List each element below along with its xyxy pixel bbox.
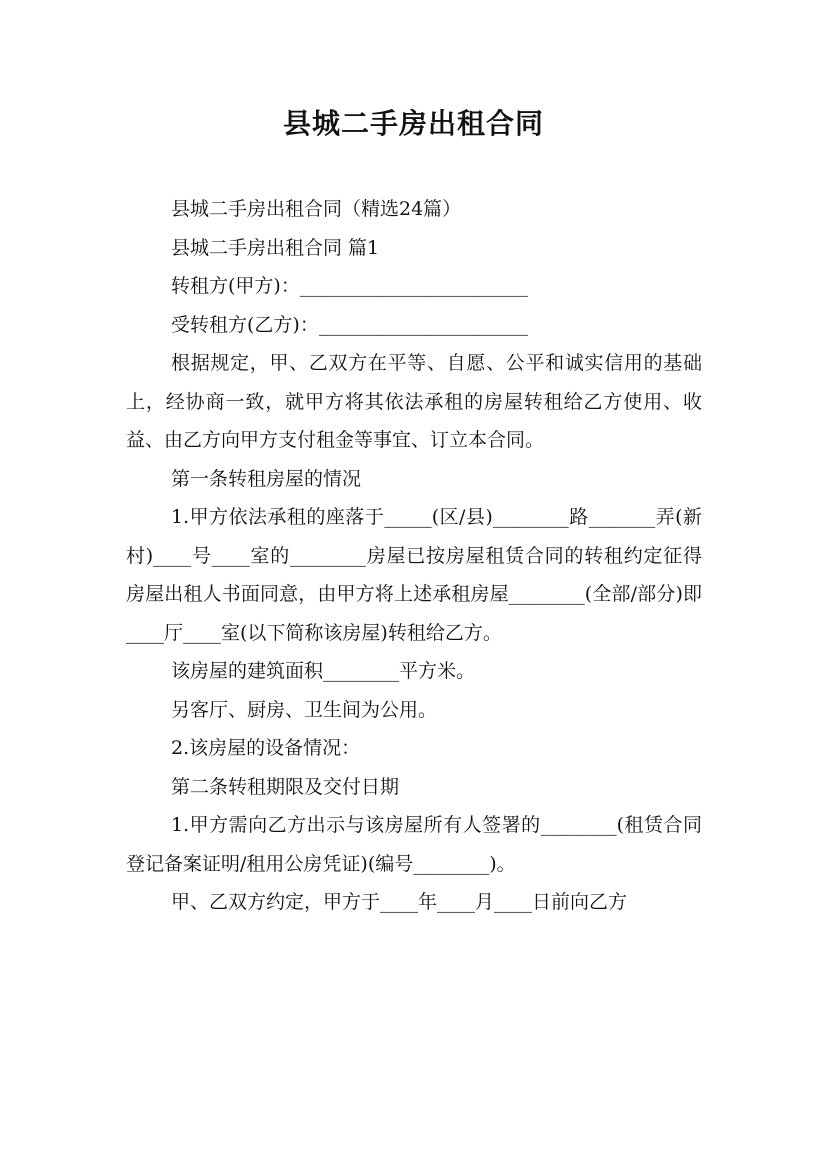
paragraph-article-2-title: 第二条转租期限及交付日期 bbox=[171, 775, 400, 798]
paragraph-equipment: 2.该房屋的设备情况： bbox=[171, 737, 361, 759]
paragraph-area: 该房屋的建筑面积________平方米。 bbox=[171, 660, 476, 682]
paragraph-shared-rooms: 另客厅、厨房、卫生间为公用。 bbox=[171, 698, 438, 721]
paragraph-section-title: 县城二手房出租合同 篇1 bbox=[171, 236, 380, 259]
paragraph-agreement-date: 甲、乙双方约定，甲方于____年____月____日前向乙方 bbox=[171, 891, 628, 913]
paragraph-article-2-item-1: 1.甲方需向乙方出示与该房屋所有人签署的________(租赁合同登记备案证明/租用公房凭证)(编号________)。 bbox=[126, 814, 702, 875]
paragraph-heading: 县城二手房出租合同（精选24篇） bbox=[171, 198, 462, 220]
paragraph-party-b: 受转租方(乙方)：______________________ bbox=[171, 313, 528, 336]
paragraph-party-a: 转租方(甲方)：________________________ bbox=[171, 275, 528, 297]
document-title: 县城二手房出租合同 bbox=[282, 107, 544, 140]
paragraph-article-1-item-1: 1.甲方依法承租的座落于_____(区/县)________路_______弄(新村)____号____室的________房屋已按房屋租赁合同的转租约定征得房屋出租人书面同意，由甲方将上述承租房屋________(全部/部分)即____厅____室(以下简称该房屋)转租给乙方。 bbox=[126, 506, 702, 644]
document-body bbox=[126, 190, 702, 922]
paragraph-article-1-title: 第一条转租房屋的情况 bbox=[171, 467, 362, 490]
paragraph-preamble: 根据规定，甲、乙双方在平等、自愿、公平和诚实信用的基础上，经协商一致，就甲方将其依法承租的房屋转租给乙方使用、收益、由乙方向甲方支付租金等事宜、订立本合同。 bbox=[126, 352, 702, 451]
